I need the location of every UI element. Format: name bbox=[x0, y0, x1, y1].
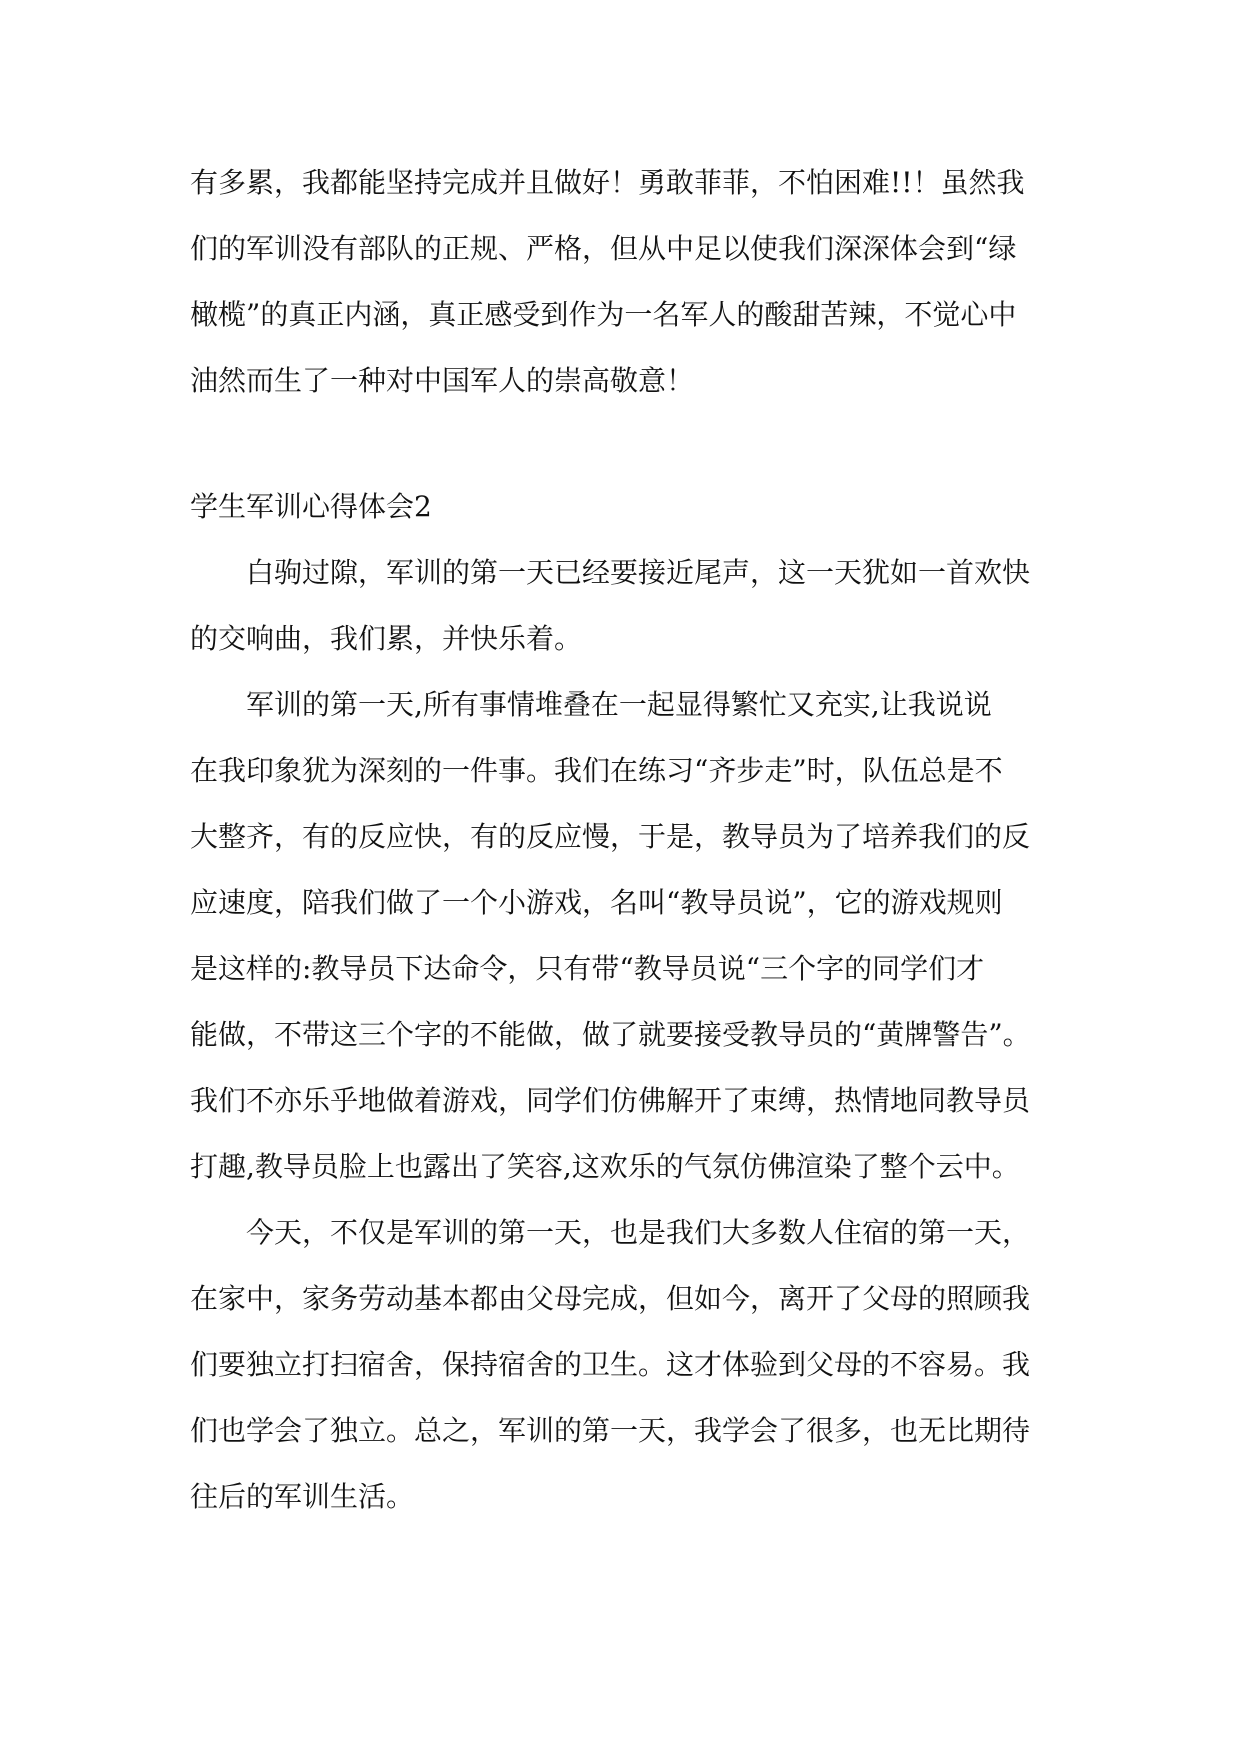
text-line: 大整齐，有的反应快，有的反应慢，于是，教导员为了培养我们的反 bbox=[190, 820, 1031, 853]
text-line: 今天，不仅是军训的第一天，也是我们大多数人住宿的第一天， bbox=[246, 1216, 1031, 1249]
text-line: 有多累，我都能坚持完成并且做好！勇敢菲菲，不怕困难!!！虽然我 bbox=[190, 166, 1025, 199]
text-line: 橄榄”的真正内涵，真正感受到作为一名军人的酸甜苦辣，不觉心中 bbox=[190, 298, 1017, 331]
text-line: 在家中，家务劳动基本都由父母完成，但如今，离开了父母的照顾我 bbox=[190, 1282, 1031, 1315]
text-line: 们的军训没有部队的正规、严格，但从中足以使我们深深体会到“绿 bbox=[190, 232, 1017, 265]
text-line: 们也学会了独立。总之，军训的第一天，我学会了很多，也无比期待 bbox=[190, 1414, 1031, 1447]
text-line: 是这样的:教导员下达命令，只有带“教导员说“三个字的同学们才 bbox=[190, 952, 985, 985]
text-line: 们要独立打扫宿舍，保持宿舍的卫生。这才体验到父母的不容易。我 bbox=[190, 1348, 1031, 1381]
text-line: 军训的第一天,所有事情堆叠在一起显得繁忙又充实,让我说说 bbox=[246, 688, 992, 721]
text-line: 往后的军训生活。 bbox=[190, 1480, 415, 1513]
section-heading: 学生军训心得体会2 bbox=[190, 490, 432, 523]
text-line: 的交响曲，我们累，并快乐着。 bbox=[190, 622, 583, 655]
text-line: 应速度，陪我们做了一个小游戏，名叫“教导员说”，它的游戏规则 bbox=[190, 886, 1003, 919]
text-line: 在我印象犹为深刻的一件事。我们在练习“齐步走”时，队伍总是不 bbox=[190, 754, 1003, 787]
text-line: 能做，不带这三个字的不能做，做了就要接受教导员的“黄牌警告”。 bbox=[190, 1018, 1031, 1051]
text-line: 白驹过隙，军训的第一天已经要接近尾声，这一天犹如一首欢快 bbox=[246, 556, 1031, 589]
text-line: 我们不亦乐乎地做着游戏，同学们仿佛解开了束缚，热情地同教导员 bbox=[190, 1084, 1031, 1117]
text-line: 打趣,教导员脸上也露出了笑容,这欢乐的气氛仿佛渲染了整个云中。 bbox=[190, 1150, 1020, 1183]
text-line: 油然而生了一种对中国军人的崇高敬意！ bbox=[190, 364, 695, 397]
